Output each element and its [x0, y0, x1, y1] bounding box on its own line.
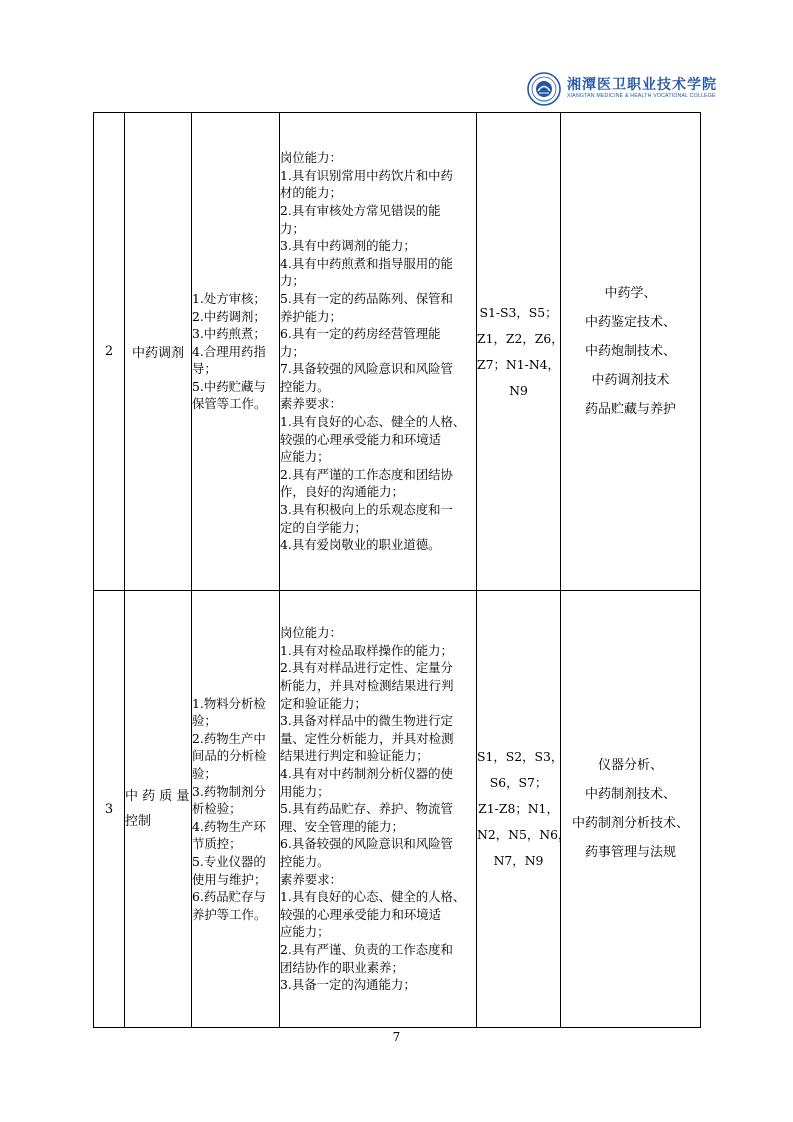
- task-line: 使用与维护；: [192, 871, 267, 887]
- standard-line: N2，N5，N6，: [477, 827, 571, 842]
- ability-line: 4.具有中药煎煮和指导服用的能: [280, 255, 453, 271]
- task-line: 2.药物生产中: [192, 730, 266, 746]
- task-line: 3.中药煎煮；: [192, 326, 266, 342]
- ability-line: 3.具备对样品中的微生物进行定: [280, 713, 453, 729]
- ability-line: 5.具有药品贮存、养护、物流管: [280, 801, 453, 817]
- ability-line: 7.具备较强的风险意识和风险管: [280, 361, 453, 377]
- college-name-en: XIANGTAN MEDICINE & HEALTH VOCATIONAL COLLEGE: [567, 93, 716, 99]
- ability-line: 养护能力；: [280, 308, 342, 324]
- ability-line: 作，良好的沟通能力；: [280, 484, 404, 500]
- standard-line: N9: [509, 382, 528, 398]
- ability-line: 2.具有严谨、负责的工作态度和: [280, 941, 453, 957]
- task-line: 5.专业仪器的: [192, 853, 266, 869]
- ability-line: 结果进行判定和验证能力；: [280, 748, 429, 764]
- job-tasks: [192, 591, 280, 1028]
- table-row: [94, 591, 701, 1028]
- task-line: 2.中药调剂；: [192, 308, 266, 324]
- ability-line: 1.具有良好的心态、健全的人格、: [280, 414, 466, 430]
- ability-line: 定的自学能力；: [280, 519, 367, 535]
- ability-line: 应能力；: [280, 924, 330, 940]
- ability-line: 2.具有审核处方常见错误的能: [280, 202, 441, 218]
- course-line: 中药制剂技术、: [584, 787, 676, 802]
- ability-line: 较强的心理承受能力和环境适: [280, 906, 442, 922]
- standard-line: S1，S2，S3，: [477, 749, 564, 764]
- ability-line: 团结协作的职业素养；: [280, 959, 404, 975]
- ability-line: 1.具有良好的心态、健全的人格、: [280, 889, 466, 905]
- standard-line: S1-S3，S5；: [479, 304, 558, 320]
- ability-line: 控能力。: [280, 378, 330, 394]
- ability-line: 控能力。: [280, 853, 330, 869]
- standard-codes: [477, 113, 564, 591]
- task-line: 导；: [192, 361, 217, 377]
- task-line: 5.中药贮藏与: [192, 378, 266, 394]
- ability-line: 6.具备较强的风险意识和风险管: [280, 836, 453, 852]
- task-line: 养护等工作。: [192, 906, 267, 922]
- ability-line: 2.具有对样品进行定性、定量分: [280, 660, 453, 676]
- task-line: 节质控；: [192, 836, 242, 852]
- ability-line: 1.具有对检品取样操作的能力；: [280, 642, 453, 658]
- task-line: 4.药物生产环: [192, 818, 266, 834]
- ability-line: 6.具有一定的药房经营管理能: [280, 326, 441, 342]
- job-abilities: [280, 113, 477, 591]
- task-line: 验；: [192, 766, 217, 782]
- task-line: 1.处方审核；: [192, 290, 266, 306]
- course-line: 中药制剂分析技术、: [571, 816, 689, 831]
- ability-line: 3.具有中药调剂的能力；: [280, 238, 416, 254]
- college-emblem-icon: [527, 72, 561, 106]
- standard-line: N7，N9: [493, 853, 544, 868]
- ability-line: 3.具备一定的沟通能力；: [280, 977, 416, 993]
- college-logo: [527, 72, 717, 106]
- ability-line: 力；: [280, 273, 305, 289]
- related-courses: [561, 113, 701, 591]
- ability-line: 量、定性分析能力，并具对检测: [280, 730, 454, 746]
- standard-codes: [477, 591, 571, 1028]
- ability-line: 素养要求：: [280, 871, 342, 887]
- ability-line: 应能力；: [280, 449, 330, 465]
- job-abilities: [280, 591, 477, 1028]
- course-line: 药品贮藏与养护: [584, 402, 676, 417]
- row-seq: 2: [94, 113, 125, 591]
- ability-line: 定和验证能力；: [280, 695, 367, 711]
- course-line: 仪器分析、: [597, 758, 663, 773]
- ability-line: 5.具有一定的药品陈列、保管和: [280, 290, 453, 306]
- ability-line: 析能力，并具对检测结果进行判: [280, 678, 454, 694]
- ability-line: 4.具有对中药制剂分析仪器的使: [280, 766, 453, 782]
- course-line: 中药鉴定技术、: [584, 315, 676, 330]
- job-ability-table: [93, 112, 701, 1028]
- related-courses: [561, 591, 701, 1028]
- ability-line: 4.具有爱岗敬业的职业道德。: [280, 537, 441, 553]
- standard-line: Z1-Z8；N1，: [478, 801, 559, 816]
- course-line: 中药调剂技术: [591, 373, 670, 388]
- standard-line: S6，S7；: [489, 775, 548, 790]
- ability-line: 力；: [280, 343, 305, 359]
- row-seq: 3: [94, 591, 125, 1028]
- task-line: 验；: [192, 713, 217, 729]
- ability-line: 3.具有积极向上的乐观态度和一: [280, 502, 453, 518]
- task-line: 析检验；: [192, 801, 242, 817]
- college-name-cn: 湘潭医卫职业技术学院: [567, 77, 717, 93]
- standard-line: Z7；N1-N4，: [477, 356, 560, 372]
- task-line: 6.药品贮存与: [192, 889, 266, 905]
- ability-line: 1.具有识别常用中药饮片和中药: [280, 167, 453, 183]
- ability-line: 材的能力；: [280, 185, 342, 201]
- ability-line: 岗位能力：: [280, 150, 342, 166]
- ability-line: 2.具有严谨的工作态度和团结协: [280, 466, 453, 482]
- task-line: 1.物料分析检: [192, 695, 266, 711]
- job-name: [125, 591, 192, 1028]
- ability-line: 岗位能力：: [280, 625, 342, 641]
- task-line: 3.药物制剂分: [192, 783, 266, 799]
- task-line: 保管等工作。: [192, 396, 267, 412]
- job-name: 中药调剂: [125, 113, 192, 591]
- standard-line: Z1，Z2，Z6，: [477, 330, 564, 346]
- table-row: [94, 113, 701, 591]
- ability-line: 较强的心理承受能力和环境适: [280, 431, 442, 447]
- job-name-line: 中 药 质 量: [125, 789, 190, 804]
- task-line: 4.合理用药指: [192, 343, 266, 359]
- course-line: 中药炮制技术、: [584, 344, 676, 359]
- course-line: 中药学、: [604, 286, 657, 301]
- course-line: 药事管理与法规: [584, 845, 676, 860]
- task-line: 间品的分析检: [192, 748, 267, 764]
- ability-line: 用能力；: [280, 783, 330, 799]
- ability-line: 力；: [280, 220, 305, 236]
- job-name-line: 控制: [125, 814, 152, 829]
- ability-line: 素养要求：: [280, 396, 342, 412]
- page-number: 7: [392, 1030, 401, 1044]
- job-tasks: [192, 113, 280, 591]
- ability-line: 理、安全管理的能力；: [280, 818, 404, 834]
